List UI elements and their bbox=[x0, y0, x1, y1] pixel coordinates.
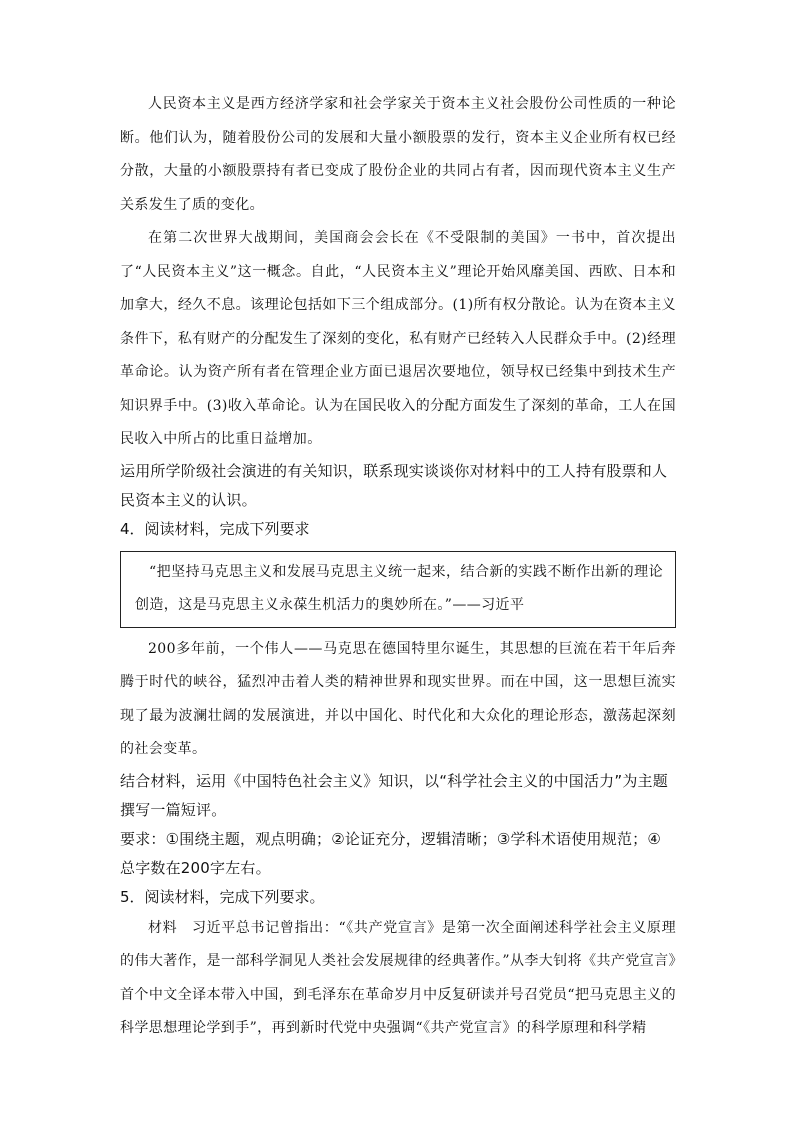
question-heading-4: 4．阅读材料，完成下列要求 bbox=[120, 519, 310, 538]
quote-box bbox=[120, 551, 676, 628]
material-paragraph-marx: 200多年前，一个伟人——马克思在德国特里尔诞生，其思想的巨流在若干年后奔腾于时代的峡谷，猛烈冲击着人类的精神世界和现实世界。而在中国，这一思想巨流实现了最为波澜壮阔的发展演进，并以中国化、时代化和大众化的理论形态，激荡起深刻的社会变革。 bbox=[120, 640, 676, 757]
material-paragraph-people-capitalism: 人民资本主义是西方经济学家和社会学家关于资本主义社会股份公司性质的一种论断。他们认为，随着股份公司的发展和大量小额股票的发行，资本主义企业所有权已经分散，大量的小额股票持有者已变成了股份企业的共同占有者，因而现代资本主义生产关系发生了质的变化。 bbox=[120, 96, 676, 213]
document-page bbox=[120, 88, 676, 1046]
question-heading-5: 5．阅读材料，完成下列要求。 bbox=[120, 887, 325, 906]
requirements-text-4: 要求：①围绕主题，观点明确；②论证充分，逻辑清晰；③学科术语使用规范；④总字数在200字左右。 bbox=[120, 829, 661, 877]
question-text-4: 结合材料，运用《中国特色社会主义》知识，以“科学社会主义的中国活力”为主题撰写一篇短评。 bbox=[120, 771, 668, 819]
question-text-3: 运用所学阶级社会演进的有关知识，联系现实谈谈你对材料中的工人持有股票和人民资本主义的认识。 bbox=[120, 461, 668, 509]
quote-text: “把坚持马克思主义和发展马克思主义统一起来，结合新的实践不断作出新的理论创造，这是马克思主义永葆生机活力的奥妙所在。”——习近平 bbox=[135, 563, 663, 613]
material-paragraph-manifesto: 材料 习近平总书记曾指出：“《共产党宣言》是第一次全面阐述科学社会主义原理的伟大著作，是一部科学洞见人类社会发展规律的经典著作。”从李大钊将《共产党宣言》首个中文全译本带入中国，到毛泽东在革命岁月中反复研读并号召党员“把马克思主义的科学思想理论学到手”，再到新时代党中央强调“《共产党宣言》的科学原理和科学精 bbox=[120, 919, 676, 1036]
material-paragraph-theory-components: 在第二次世界大战期间，美国商会会长在《不受限制的美国》一书中，首次提出了“人民资本主义”这一概念。自此，“人民资本主义”理论开始风靡美国、西欧、日本和加拿大，经久不息。该理论包括如下三个组成部分。(1)所有权分散论。认为在资本主义条件下，私有财产的分配发生了深刻的变化，私有财产已经转入人民群众手中。(2)经理革命论。认为资产所有者在管理企业方面已退居次要地位，领导权已经集中到技术生产知识界手中。(3)收入革命论。认为在国民收入的分配方面发生了深刻的革命，工人在国民收入中所占的比重日益增加。 bbox=[120, 230, 676, 447]
